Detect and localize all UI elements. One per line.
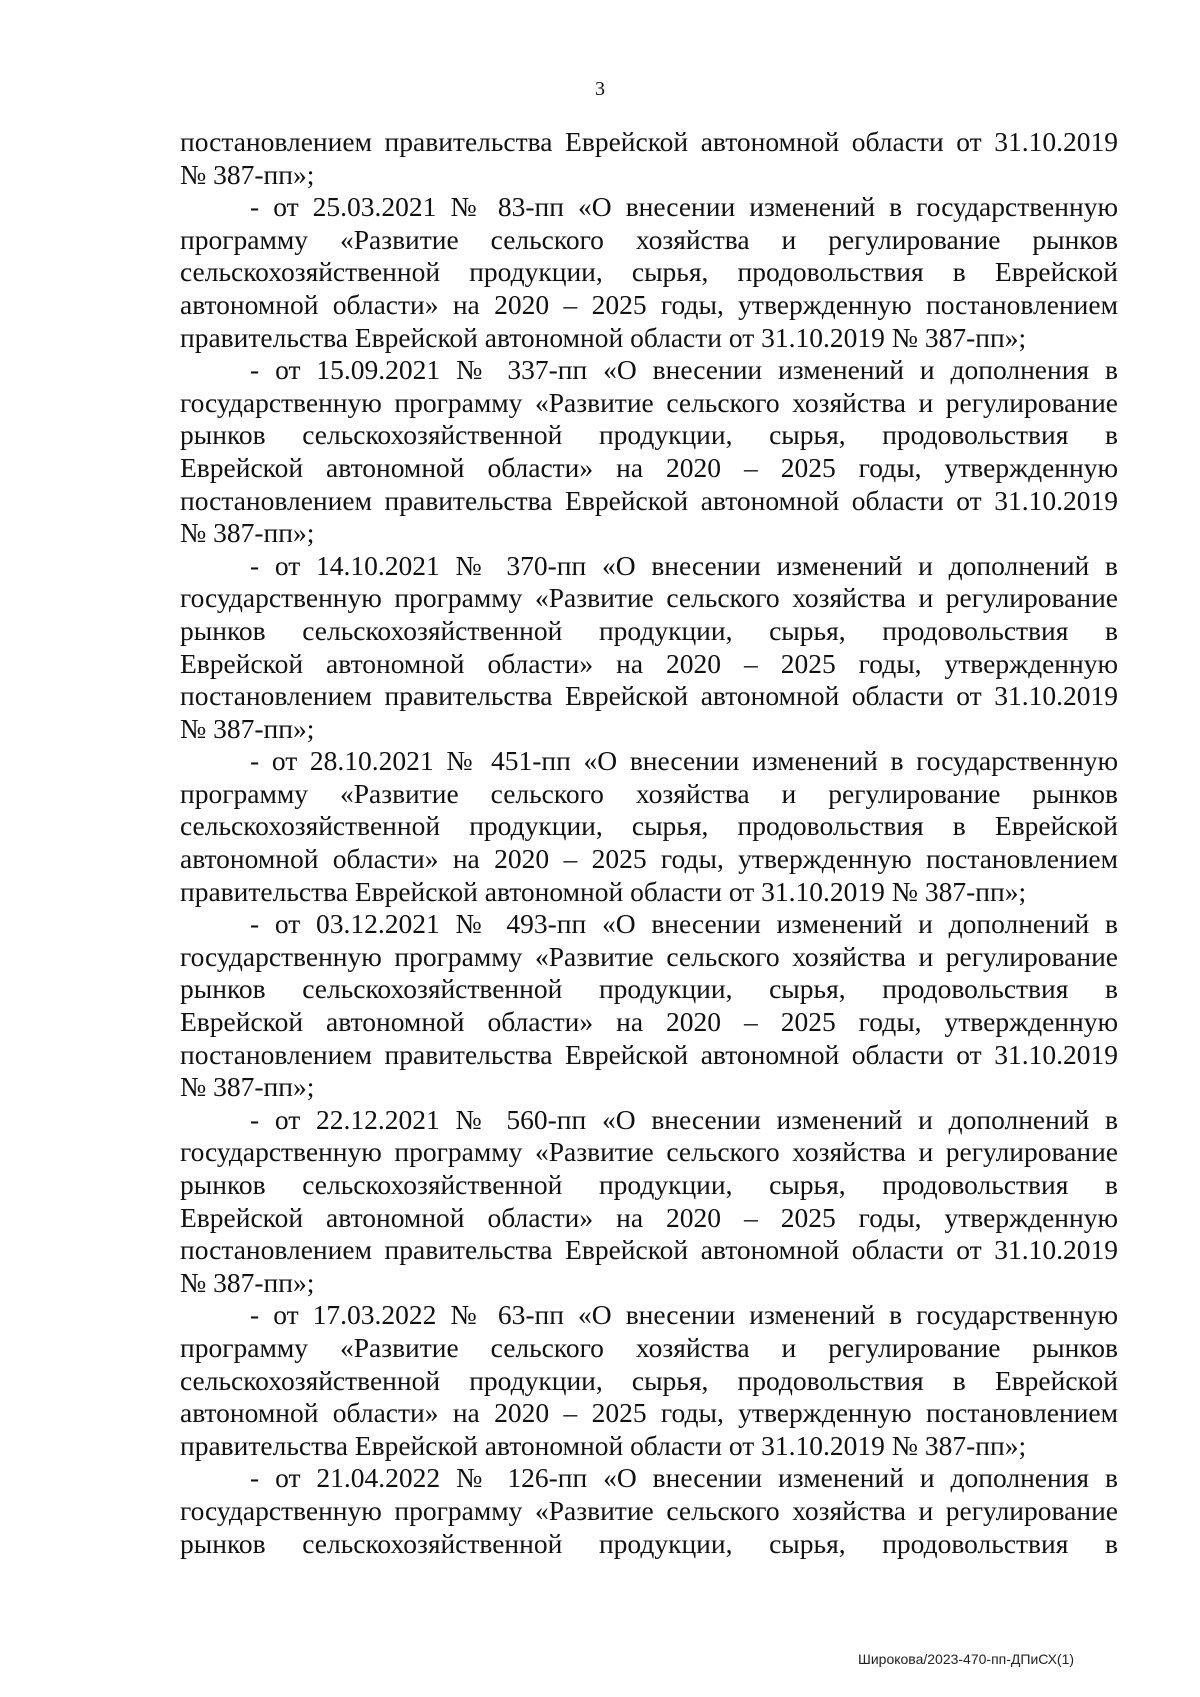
text-line: рынков сельскохозяйственной продукции, сырья, продовольствия в [180, 1169, 1118, 1200]
text-line: - от 22.12.2021 № 560-пп «О внесении изменений и дополнений в [250, 1103, 1118, 1135]
text-line: - от 28.10.2021 № 451-пп «О внесении изменений в государственную [250, 745, 1118, 777]
text-line: сельскохозяйственной продукции, сырья, продовольствия в Еврейской [180, 256, 1118, 288]
text-line: правительства Еврейской автономной области от 31.10.2019 № 387-пп»; [180, 321, 1027, 353]
text-line: - от 03.12.2021 № 493-пп «О внесении изменений и дополнений в [250, 908, 1118, 940]
text-line: государственную программу «Развитие сельского хозяйства и регулирование [180, 582, 1118, 614]
text-line: автономной области» на 2020 – 2025 годы, утвержденную постановлением [180, 1397, 1118, 1429]
text-line: - от 14.10.2021 № 370-пп «О внесении изменений и дополнений в [250, 549, 1118, 581]
text-line: государственную программу «Развитие сельского хозяйства и регулирование [180, 386, 1118, 418]
document-footer-code: Широкова/2023-470-пп-ДПиСХ(1) [858, 1651, 1075, 1667]
text-line: рынков сельскохозяйственной продукции, сырья, продовольствия в [180, 1527, 1118, 1559]
text-line: правительства Еврейской автономной области от 31.10.2019 № 387-пп»; [180, 1429, 1027, 1461]
text-line: - от 25.03.2021 № 83-пп «О внесении изменений в государственную [250, 191, 1118, 223]
text-line: Еврейской автономной области» на 2020 – 2025 годы, утвержденную [180, 647, 1118, 679]
text-line: рынков сельскохозяйственной продукции, сырья, продовольствия в [180, 614, 1118, 646]
text-line: Еврейской автономной области» на 2020 – 2025 годы, утвержденную [180, 451, 1118, 483]
text-line: Еврейской автономной области» на 2020 – 2025 годы, утвержденную [180, 1006, 1118, 1038]
text-line: автономной области» на 2020 – 2025 годы, утвержденную постановлением [180, 288, 1118, 320]
text-line: № 387-пп»; [180, 517, 315, 549]
text-line: постановлением правительства Еврейской автономной области от 31.10.2019 [180, 680, 1118, 712]
text-line: - от 17.03.2022 № 63-пп «О внесении изменений в государственную [250, 1299, 1118, 1331]
text-line: № 387-пп»; [180, 1071, 315, 1103]
text-line: постановлением правительства Еврейской автономной области от 31.10.2019 [180, 126, 1118, 157]
text-line: рынков сельскохозяйственной продукции, сырья, продовольствия в [180, 419, 1118, 451]
text-line: государственную программу «Развитие сельского хозяйства и регулирование [180, 1494, 1118, 1526]
text-line: программу «Развитие сельского хозяйства и регулирование рынков [180, 1331, 1118, 1363]
text-line: государственную программу «Развитие сельского хозяйства и регулирование [180, 940, 1118, 972]
text-line: постановлением правительства Еврейской автономной области от 31.10.2019 [180, 1234, 1118, 1266]
text-line: сельскохозяйственной продукции, сырья, продовольствия в Еврейской [180, 810, 1118, 842]
document-body [180, 126, 1118, 1560]
text-line: программу «Развитие сельского хозяйства и регулирование рынков [180, 223, 1118, 255]
text-line: № 387-пп»; [180, 1266, 315, 1298]
text-line: государственную программу «Развитие сельского хозяйства и регулирование [180, 1136, 1118, 1168]
text-line: - от 15.09.2021 № 337-пп «О внесении изменений и дополнения в [250, 354, 1118, 386]
text-line: постановлением правительства Еврейской автономной области от 31.10.2019 [180, 484, 1118, 516]
text-line: Еврейской автономной области» на 2020 – 2025 годы, утвержденную [180, 1201, 1118, 1233]
text-line: программу «Развитие сельского хозяйства и регулирование рынков [180, 777, 1118, 809]
text-line: № 387-пп»; [180, 712, 315, 744]
text-line: постановлением правительства Еврейской автономной области от 31.10.2019 [180, 1038, 1118, 1070]
text-line: - от 21.04.2022 № 126-пп «О внесении изменений и дополнения в [250, 1462, 1118, 1494]
text-line: правительства Еврейской автономной области от 31.10.2019 № 387-пп»; [180, 875, 1027, 907]
text-line: автономной области» на 2020 – 2025 годы, утвержденную постановлением [180, 843, 1118, 875]
text-line: сельскохозяйственной продукции, сырья, продовольствия в Еврейской [180, 1364, 1118, 1396]
text-line: № 387-пп»; [180, 158, 315, 190]
text-line: рынков сельскохозяйственной продукции, сырья, продовольствия в [180, 973, 1118, 1005]
page-number: 3 [595, 78, 605, 100]
